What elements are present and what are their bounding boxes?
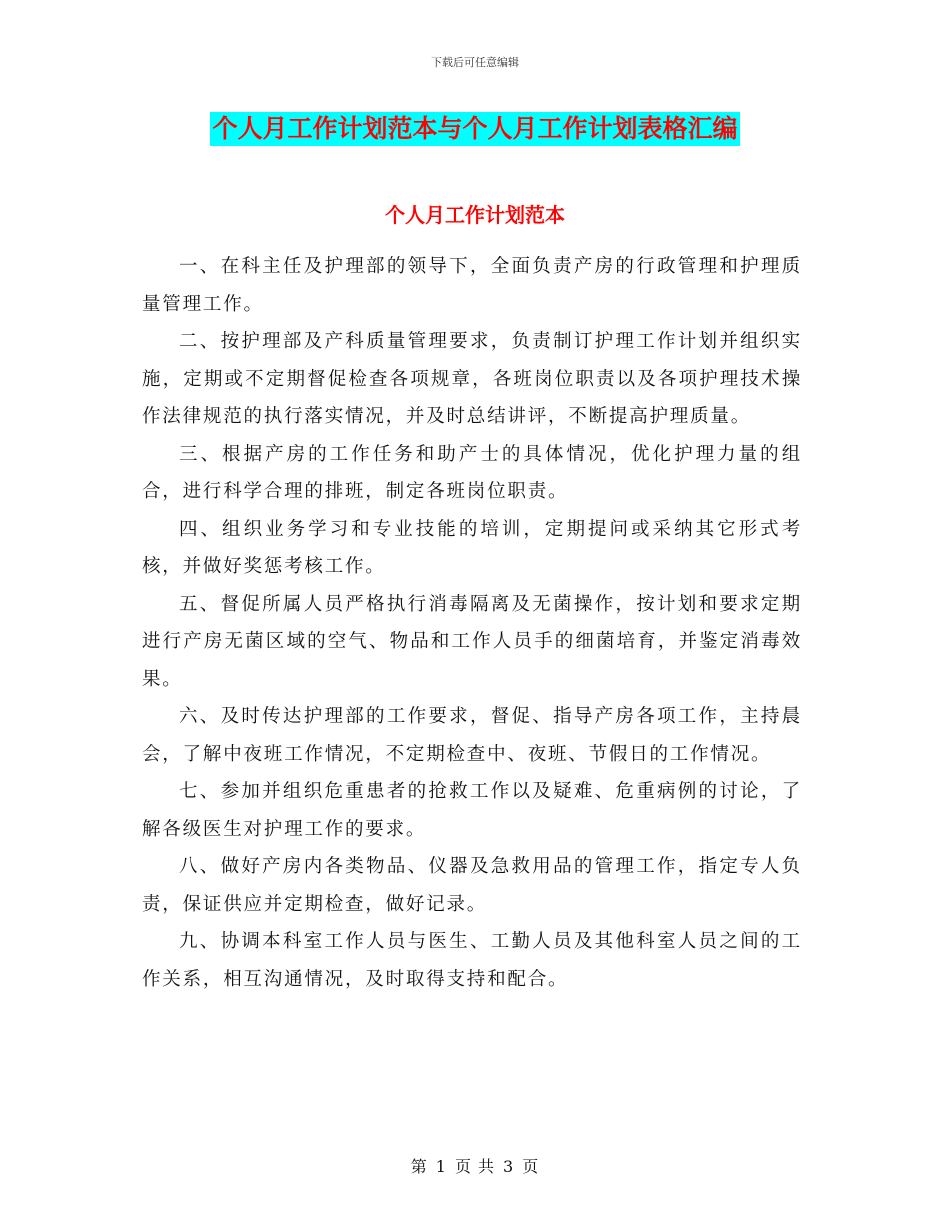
paragraph-1: 一、在科主任及护理部的领导下，全面负责产房的行政管理和护理质量管理工作。 — [142, 256, 802, 315]
header-note: 下载后可任意编辑 — [431, 56, 519, 69]
footer-page-number: 1 — [435, 1157, 447, 1176]
paragraph-6: 六、及时传达护理部的工作要求，督促、指导产房各项工作，主持晨会，了解中夜班工作情况，不定期检查中、夜班、节假日的工作情况。 — [142, 706, 802, 765]
page-footer — [0, 1154, 950, 1177]
footer-page-prefix: 第 — [410, 1157, 428, 1176]
paragraph-5: 五、督促所属人员严格执行消毒隔离及无菌操作，按计划和要求定期进行产房无菌区域的空气、物品和工作人员手的细菌培育，并鉴定消毒效果。 — [142, 593, 802, 690]
paragraph-4: 四、组织业务学习和专业技能的培训，定期提问或采纳其它形式考核，并做好奖惩考核工作。 — [142, 518, 802, 577]
document-title: 个人月工作计划范本与个人月工作计划表格汇编 — [210, 112, 739, 146]
paragraph-8: 八、做好产房内各类物品、仪器及急救用品的管理工作，指定专人负责，保证供应并定期检查，做好记录。 — [142, 856, 802, 915]
paragraph-3: 三、根据产房的工作任务和助产士的具体情况，优化护理力量的组合，进行科学合理的排班，制定各班岗位职责。 — [142, 443, 802, 502]
paragraph-2: 二、按护理部及产科质量管理要求，负责制订护理工作计划并组织实施，定期或不定期督促检查各项规章，各班岗位职责以及各项护理技术操作法律规范的执行落实情况，并及时总结讲评，不断提高护理质量。 — [142, 331, 802, 427]
footer-page-suffix: 页 — [522, 1157, 540, 1176]
footer-page-total: 3 — [503, 1157, 515, 1176]
footer-page-mid: 页 共 — [454, 1157, 496, 1176]
section-title: 个人月工作计划范本 — [385, 203, 565, 227]
document-body — [142, 248, 802, 998]
paragraph-9: 九、协调本科室工作人员与医生、工勤人员及其他科室人员之间的工作关系，相互沟通情况，及时取得支持和配合。 — [142, 931, 802, 990]
document-title-container — [0, 112, 950, 146]
paragraph-7: 七、参加并组织危重患者的抢救工作以及疑难、危重病例的讨论，了解各级医生对护理工作的要求。 — [142, 781, 802, 840]
